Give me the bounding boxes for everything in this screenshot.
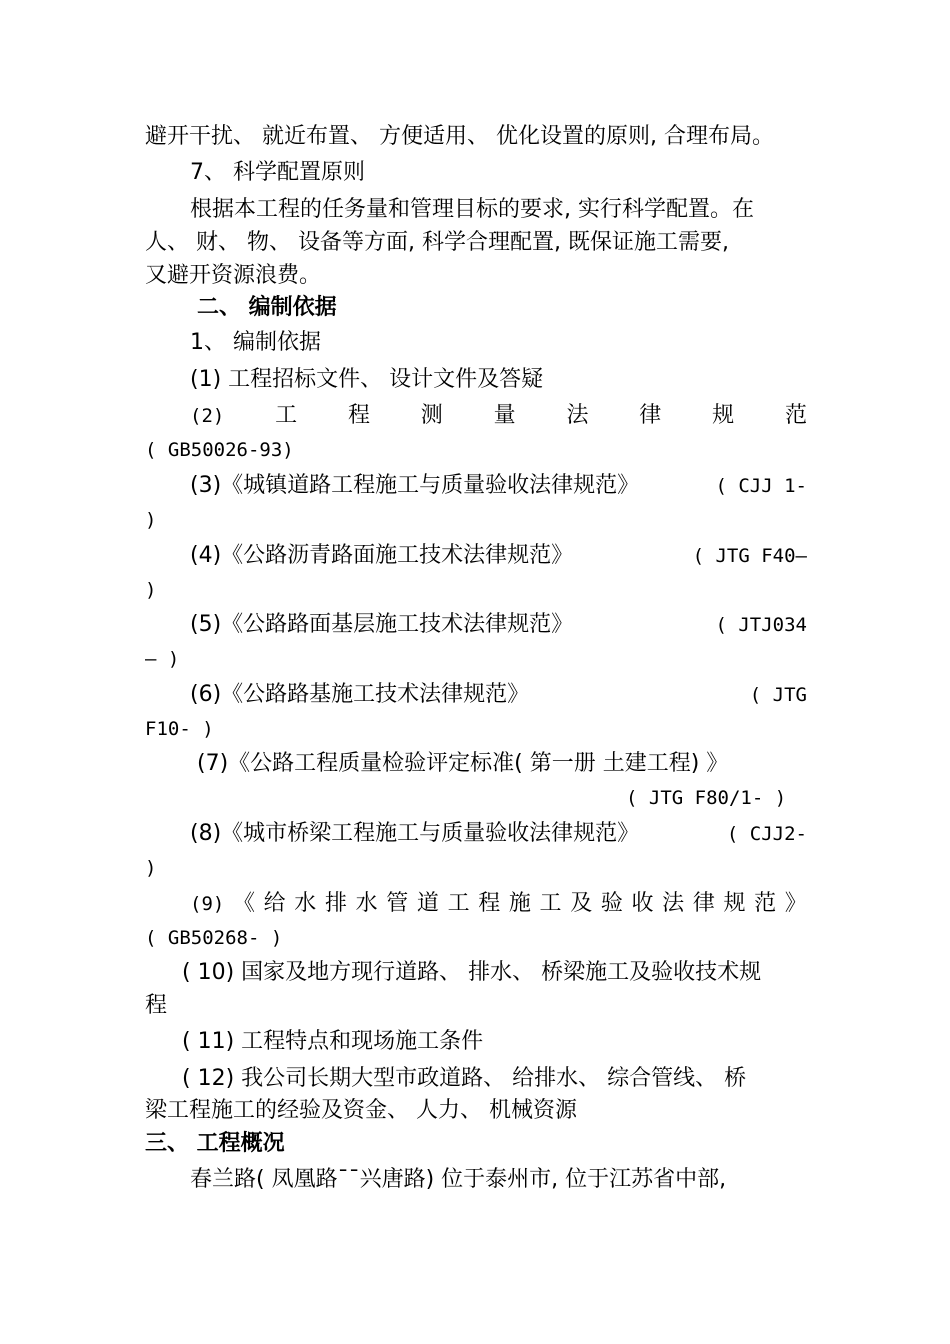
paragraph-line: 避开干扰、 就近布置、 方便适用、 优化设置的原则, 合理布局。 (145, 124, 774, 149)
standard-title: (6)《公路路基施工技术法律规范》 (190, 682, 530, 707)
standard-title: (5)《公路路面基层施工技术法律规范》 (190, 612, 574, 637)
list-item-code: ) (145, 579, 157, 601)
paragraph-line: 春兰路( 凤凰路¯¯兴唐路) 位于泰州市, 位于江苏省中部, (190, 1167, 727, 1192)
justified-char: 收 (631, 891, 654, 916)
justified-char: 工 (539, 891, 562, 916)
justified-char: 程 (478, 891, 501, 916)
item-number: (9) (190, 893, 225, 915)
justified-char: 范 (754, 891, 777, 916)
justified-char: 规 (723, 891, 746, 916)
justified-char: 法 (566, 403, 589, 428)
justified-char: 律 (692, 891, 715, 916)
justified-char: 量 (493, 403, 516, 428)
list-item-code: ( GB50026-93) (145, 439, 294, 461)
list-item: (1) 工程招标文件、 设计文件及答疑 (190, 367, 544, 392)
justified-char: 施 (508, 891, 531, 916)
justified-char: 管 (386, 891, 409, 916)
list-item: ( 11) 工程特点和现场施工条件 (182, 1029, 484, 1054)
standard-title: (4)《公路沥青路面施工技术法律规范》 (190, 543, 574, 568)
justified-char: 及 (570, 891, 593, 916)
paragraph-line: 程 (145, 993, 168, 1018)
standard-code: ( JTG (749, 684, 807, 706)
standard-title: (8)《城市桥梁工程施工与质量验收法律规范》 (190, 821, 640, 846)
chapter-heading: 三、 工程概况 (145, 1131, 285, 1156)
justified-char: 规 (712, 403, 735, 428)
list-item-justified (190, 890, 807, 918)
justified-char: 《 (232, 891, 255, 916)
justified-char: 工 (275, 403, 298, 428)
justified-char: 工 (447, 891, 470, 916)
standard-title: (3)《城镇道路工程施工与质量验收法律规范》 (190, 473, 640, 498)
chapter-heading: 二、 编制依据 (197, 295, 337, 320)
item-number: (2) (190, 405, 225, 427)
justified-char: 给 (263, 891, 286, 916)
justified-char: 水 (355, 891, 378, 916)
paragraph-line: 人、 财、 物、 设备等方面, 科学合理配置, 既保证施工需要, (145, 230, 729, 255)
standard-code: ( JTJ034 (715, 614, 807, 636)
list-item (190, 681, 807, 709)
justified-char: 法 (662, 891, 685, 916)
list-item (190, 820, 807, 848)
list-item: (7)《公路工程质量检验评定标准( 第一册 土建工程) 》 (197, 751, 729, 776)
paragraph-line: 根据本工程的任务量和管理目标的要求, 实行科学配置。在 (190, 197, 754, 222)
standard-code: ( CJJ2- (726, 823, 807, 845)
list-item (190, 472, 807, 500)
list-item-code: — ) (145, 648, 180, 670)
justified-char: 程 (347, 403, 370, 428)
paragraph-line: 梁工程施工的经验及资金、 人力、 机械资源 (145, 1098, 577, 1123)
list-item (190, 611, 807, 639)
list-item-code: ( JTG F80/1- ) (626, 787, 787, 809)
list-item: ( 10) 国家及地方现行道路、 排水、 桥梁施工及验收技术规 (182, 960, 762, 985)
list-item-justified (190, 402, 807, 430)
justified-char: 律 (639, 403, 662, 428)
section-heading: 7、 科学配置原则 (190, 160, 365, 185)
justified-char: 》 (784, 891, 807, 916)
list-item-code: ) (145, 857, 157, 879)
justified-char: 水 (294, 891, 317, 916)
list-item-code: ( GB50268- ) (145, 927, 283, 949)
justified-char: 范 (784, 403, 807, 428)
list-item-code: ) (145, 509, 157, 531)
list-item-code: F10- ) (145, 718, 214, 740)
justified-char: 验 (600, 891, 623, 916)
list-item: ( 12) 我公司长期大型市政道路、 给排水、 综合管线、 桥 (182, 1066, 747, 1091)
section-heading: 1、 编制依据 (190, 330, 321, 355)
justified-char: 测 (420, 403, 443, 428)
justified-char: 排 (324, 891, 347, 916)
list-item (190, 542, 807, 570)
justified-char: 道 (416, 891, 439, 916)
paragraph-line: 又避开资源浪费。 (145, 263, 322, 288)
standard-code: ( JTG F40— (692, 545, 807, 567)
standard-code: ( CJJ 1- (715, 475, 807, 497)
